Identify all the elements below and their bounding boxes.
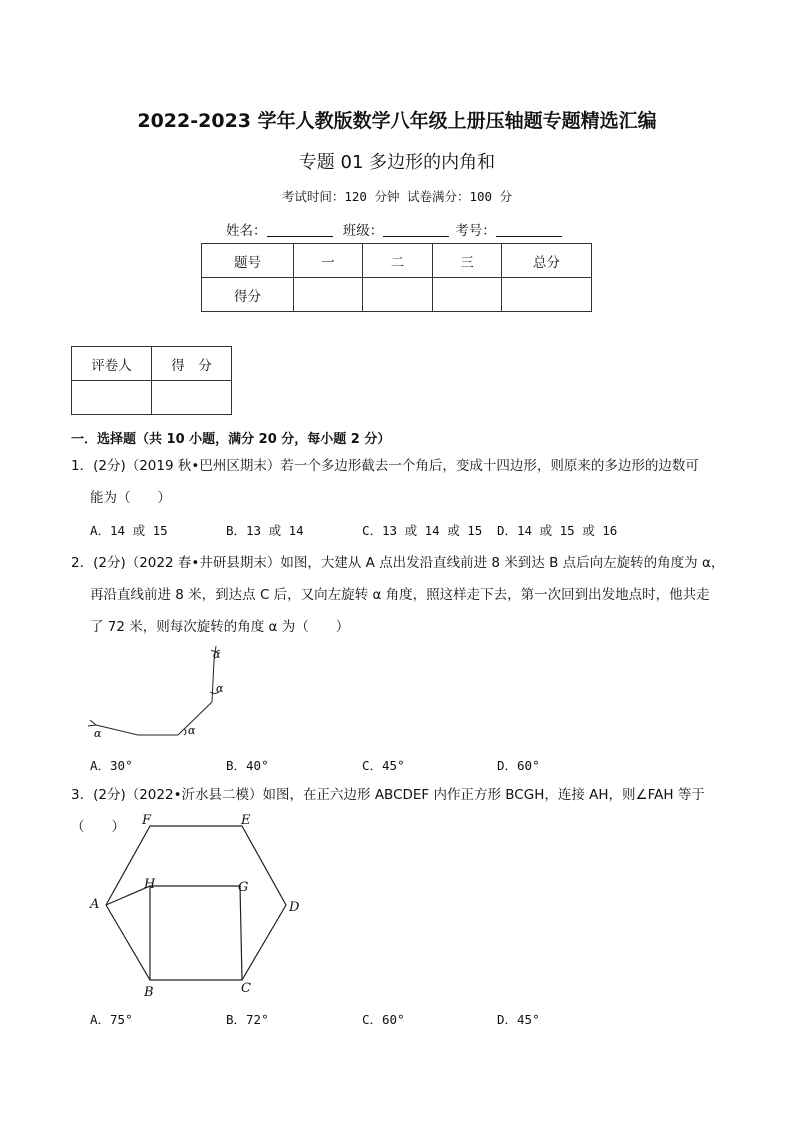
- score-header-cell: 一: [294, 244, 363, 278]
- score-cell[interactable]: [294, 278, 363, 312]
- path-segment: [212, 660, 214, 702]
- square-bcgh: [150, 886, 242, 980]
- student-info-line: [226, 219, 568, 239]
- alpha-label: α: [213, 648, 221, 661]
- question-2: [71, 547, 731, 643]
- page-subtitle: 专题 01 多边形的内角和: [298, 152, 496, 173]
- option-b[interactable]: B．72°: [226, 1012, 269, 1027]
- section-heading: 一．选择题（共 10 小题，满分 20 分，每小题 2 分）: [71, 432, 391, 447]
- option-b[interactable]: B．13 或 14: [226, 523, 304, 538]
- class-blank[interactable]: [383, 223, 449, 237]
- alpha-label: α: [94, 727, 102, 740]
- question-text: 再沿直线前进 8 米，到达点 C 后，又向左旋转 α 角度，照这样走下去，第一次回到出发地点时，他共走: [90, 587, 710, 603]
- vertex-label-g: G: [238, 880, 249, 895]
- angle-mark: [88, 720, 96, 726]
- grader-table: [71, 346, 232, 415]
- vertex-label-a: A: [90, 897, 100, 912]
- score-header-cell: 题号: [202, 244, 294, 278]
- option-d[interactable]: D．14 或 15 或 16: [497, 523, 618, 538]
- score-header-cell: 二: [363, 244, 433, 278]
- option-a[interactable]: A．14 或 15: [90, 523, 168, 538]
- score-cell[interactable]: [433, 278, 502, 312]
- option-c[interactable]: C．45°: [362, 758, 405, 773]
- score-header-cell: 总分: [502, 244, 592, 278]
- option-d[interactable]: D．45°: [497, 1012, 540, 1027]
- page-title: 2022-2023 学年人教版数学八年级上册压轴题专题精选汇编: [137, 110, 657, 132]
- angle-mark: [184, 729, 186, 735]
- path-segment: [96, 725, 138, 735]
- grader-score-label: 得 分: [152, 347, 232, 381]
- hexagon-square-figure: [84, 808, 314, 1003]
- name-blank[interactable]: [267, 223, 333, 237]
- option-b[interactable]: B．40°: [226, 758, 269, 773]
- question-text: 1．(2分)（2019 秋•巴州区期末）若一个多边形截去一个角后，变成十四边形，则原来的多边形的边数可: [71, 458, 699, 474]
- exam-info: 考试时间：120 分钟 试卷满分：100 分: [281, 189, 513, 204]
- vertex-label-e: E: [241, 813, 251, 828]
- class-label: 班级：: [342, 223, 384, 239]
- vertex-label-d: D: [289, 900, 300, 915]
- score-row-label: 得分: [202, 278, 294, 312]
- score-cell[interactable]: [502, 278, 592, 312]
- question-text: 了 72 米，则每次旋转的角度 α 为（ ）: [90, 619, 350, 635]
- option-c[interactable]: C．13 或 14 或 15: [362, 523, 483, 538]
- score-header-cell: 三: [433, 244, 502, 278]
- score-table: [201, 243, 592, 312]
- reviewer-label: 评卷人: [72, 347, 152, 381]
- grader-score-cell[interactable]: [152, 381, 232, 415]
- question-text: 能为（ ）: [90, 490, 171, 506]
- walking-path-figure: [84, 640, 254, 746]
- name-label: 姓名：: [226, 223, 267, 239]
- score-table-header-row: [202, 244, 592, 278]
- vertex-label-b: B: [144, 985, 154, 1000]
- question-1: [71, 450, 731, 514]
- option-a[interactable]: A．30°: [90, 758, 133, 773]
- vertex-label-f: F: [142, 813, 152, 828]
- hexagon-abcdef: [106, 826, 286, 980]
- reviewer-cell[interactable]: [72, 381, 152, 415]
- alpha-label: α: [188, 724, 196, 737]
- number-blank[interactable]: [496, 223, 562, 237]
- alpha-label: α: [216, 682, 224, 695]
- number-label: 考号：: [455, 223, 496, 239]
- vertex-label-c: C: [241, 981, 251, 996]
- option-a[interactable]: A．75°: [90, 1012, 133, 1027]
- option-c[interactable]: C．60°: [362, 1012, 405, 1027]
- score-table-row: [202, 278, 592, 312]
- question-text: 3．(2分)（2022•沂水县二模）如图，在正六边形 ABCDEF 内作正方形 BCGH，连接 AH，则∠FAH 等于（ ）: [71, 787, 705, 835]
- vertex-label-h: H: [144, 877, 156, 892]
- question-text: 2．(2分)（2022 春•井研县期末）如图，大建从 A 点出发沿直线前进 8 米到达 B 点后向左旋转的角度为 α，: [71, 555, 725, 571]
- score-cell[interactable]: [363, 278, 433, 312]
- option-d[interactable]: D．60°: [497, 758, 540, 773]
